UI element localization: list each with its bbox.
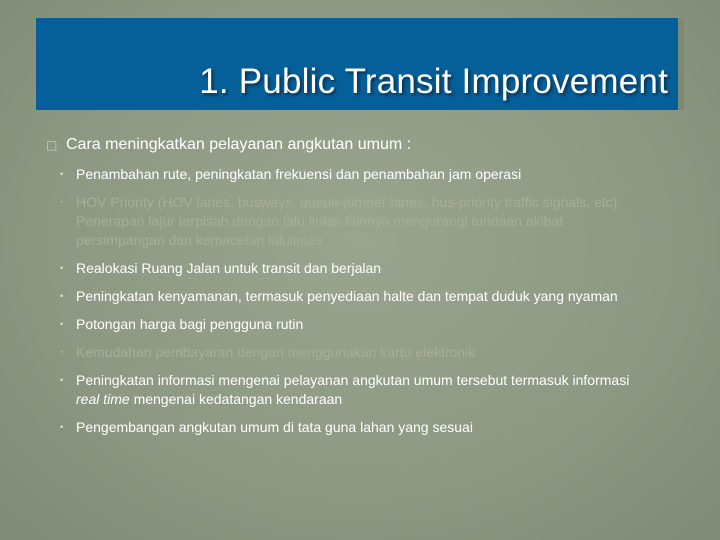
list-item — [58, 287, 676, 306]
list-item-text: HOV Priority (HOV lanes, busways, queue-jumper lanes, bus-priority traffic signals, etc). Penerapan lajur terpisah dengan lalu lintas lainnya mengurangi tundaan akibat persimpangan dan kemacetan lalulintas — [76, 194, 622, 248]
list-item-text: Peningkatan kenyamanan, termasuk penyediaan halte dan tempat duduk yang nyaman — [76, 288, 618, 304]
list-item — [58, 371, 676, 409]
slide-content — [46, 134, 676, 446]
slide-title: 1. Public Transit Improvement — [199, 62, 668, 101]
dot-bullet-icon: • — [60, 422, 64, 432]
dot-bullet-icon: • — [60, 375, 64, 385]
list-item-text: Potongan harga bagi pengguna rutin — [76, 316, 304, 332]
list-item — [58, 165, 676, 184]
list-item — [58, 418, 676, 437]
list-item-text — [76, 371, 646, 409]
dot-bullet-icon: • — [60, 347, 64, 357]
list-item — [58, 193, 676, 250]
list-item-text: Penambahan rute, peningkatan frekuensi dan penambahan jam operasi — [76, 166, 522, 182]
list-item — [58, 315, 676, 334]
dot-bullet-icon: • — [60, 291, 64, 301]
list-item-text: Pengembangan angkutan umum di tata guna lahan yang sesuai — [76, 419, 473, 435]
square-bullet-icon: □ — [46, 138, 58, 152]
title-bar — [36, 18, 684, 110]
list-item — [58, 259, 676, 278]
list-item-text: Kemudahan pembayaran dengan menggunakan kartu elektronik — [76, 344, 476, 360]
list-item-text: Realokasi Ruang Jalan untuk transit dan berjalan — [76, 260, 382, 276]
list-item-text-part: mengenai kedatangan kendaraan — [129, 391, 343, 407]
dot-bullet-icon: • — [60, 169, 64, 179]
italic-phrase: real time — [76, 391, 130, 407]
dot-bullet-icon: • — [60, 319, 64, 329]
list-item-text-part: Peningkatan informasi mengenai pelayanan angkutan umum tersebut termasuk informasi — [76, 372, 630, 388]
list-item — [58, 343, 676, 362]
bullet-list — [46, 165, 676, 437]
main-point-text: Cara meningkatkan pelayanan angkutan umum : — [66, 136, 412, 153]
dot-bullet-icon: • — [60, 263, 64, 273]
dot-bullet-icon: • — [60, 197, 64, 207]
main-point — [46, 134, 676, 156]
